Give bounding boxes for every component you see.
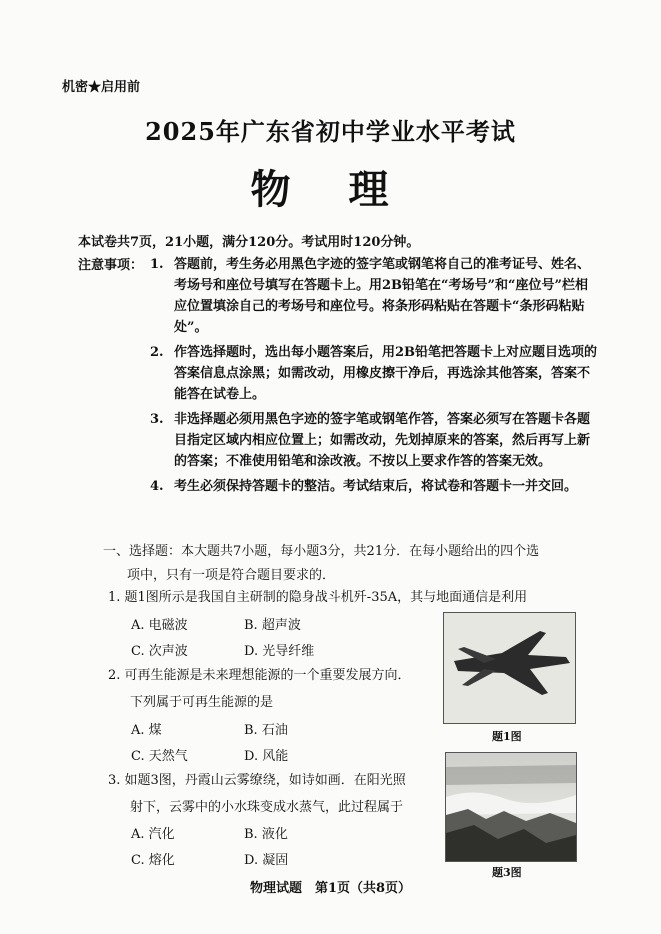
question-2-option-a: A. 煤 — [131, 723, 162, 738]
notice-item-text: 作答选择题时，选出每小题答案后，用2B铅笔把答题卡上对应题目选项的答案信息点涂黑；如需改动，用橡皮擦干净后，再选涂其他答案，答案不能答在试卷上。 — [174, 345, 598, 402]
question-3-option-a: A. 汽化 — [131, 827, 175, 842]
section-heading — [103, 540, 613, 588]
question-1-option-b: B. 超声波 — [244, 618, 301, 633]
figure-3-danxia-mountain — [445, 752, 577, 862]
figure-1-fighter-jet — [443, 612, 576, 724]
notice-item — [150, 476, 600, 497]
question-3-option-b: B. 液化 — [244, 827, 288, 842]
question-1-option-a: A. 电磁波 — [131, 618, 188, 633]
figure-1-caption: 题1图 — [492, 730, 522, 743]
notice-item-text: 考生必须保持答题卡的整洁。考试结束后，将试卷和答题卡一并交回。 — [174, 479, 578, 494]
exam-title: 2025年广东省初中学业水平考试 — [145, 117, 516, 146]
question-2-stem-cont: 下列属于可再生能源的是 — [130, 695, 274, 710]
question-2-option-b: B. 石油 — [244, 723, 288, 738]
notice-item — [150, 409, 600, 472]
notice-item-number: 3. — [150, 412, 164, 427]
danxia-mountain-image — [446, 753, 576, 861]
question-3-option-c: C. 熔化 — [131, 853, 175, 868]
section-heading-line2: 项中，只有一项是符合题目要求的． — [127, 568, 336, 583]
notice-item — [150, 254, 600, 338]
notice-item-number: 2. — [150, 345, 164, 360]
notice-item-text: 答题前，考生务必用黑色字迹的签字笔或钢笔将自己的准考证号、姓名、考场号和座位号填写在答题卡上。用2B铅笔在“考场号”和“座位号”栏相应位置填涂自己的考场号和座位号。将条形码粘贴在答题卡“条形码粘贴处”。 — [174, 257, 591, 335]
notice-item-number: 4. — [150, 479, 164, 494]
subject-title: 物 理 — [250, 166, 411, 213]
notice-item-text: 非选择题必须用黑色字迹的签字笔或钢笔作答，答案必须写在答题卡各题目指定区域内相应位置上；如需改动，先划掉原来的答案，然后再写上新的答案；不准使用铅笔和涂改液。不按以上要求作答的答案无效。 — [174, 412, 591, 469]
fighter-jet-image — [444, 613, 575, 723]
question-1-option-c: C. 次声波 — [131, 644, 188, 659]
question-3-stem-cont: 射下，云雾中的小水珠变成水蒸气，此过程属于 — [130, 800, 404, 815]
notice-label: 注意事项： — [78, 258, 144, 273]
question-2-option-d: D. 风能 — [244, 749, 289, 764]
question-2-option-c: C. 天然气 — [131, 749, 188, 764]
section-heading-line1: 一、选择题：本大题共7小题，每小题3分，共21分．在每小题给出的四个选 — [103, 544, 540, 559]
question-3-stem: 3. 如题3图，丹霞山云雾缭绕，如诗如画．在阳光照 — [108, 773, 406, 788]
exam-summary: 本试卷共7页，21小题，满分120分。考试用时120分钟。 — [78, 235, 420, 250]
notice-item — [150, 342, 600, 405]
question-1-stem: 1. 题1图所示是我国自主研制的隐身战斗机歼-35A，其与地面通信是利用 — [108, 590, 528, 605]
page-footer: 物理试题 第1页（共8页） — [249, 881, 412, 896]
notice-list — [150, 254, 600, 497]
notice-item-number: 1. — [150, 257, 164, 272]
confidential-mark: 机密★启用前 — [62, 80, 141, 95]
question-2-stem: 2. 可再生能源是未来理想能源的一个重要发展方向． — [108, 668, 411, 683]
figure-3-caption: 题3图 — [492, 866, 522, 879]
question-3-option-d: D. 凝固 — [244, 853, 289, 868]
question-1-option-d: D. 光导纤维 — [244, 644, 315, 659]
